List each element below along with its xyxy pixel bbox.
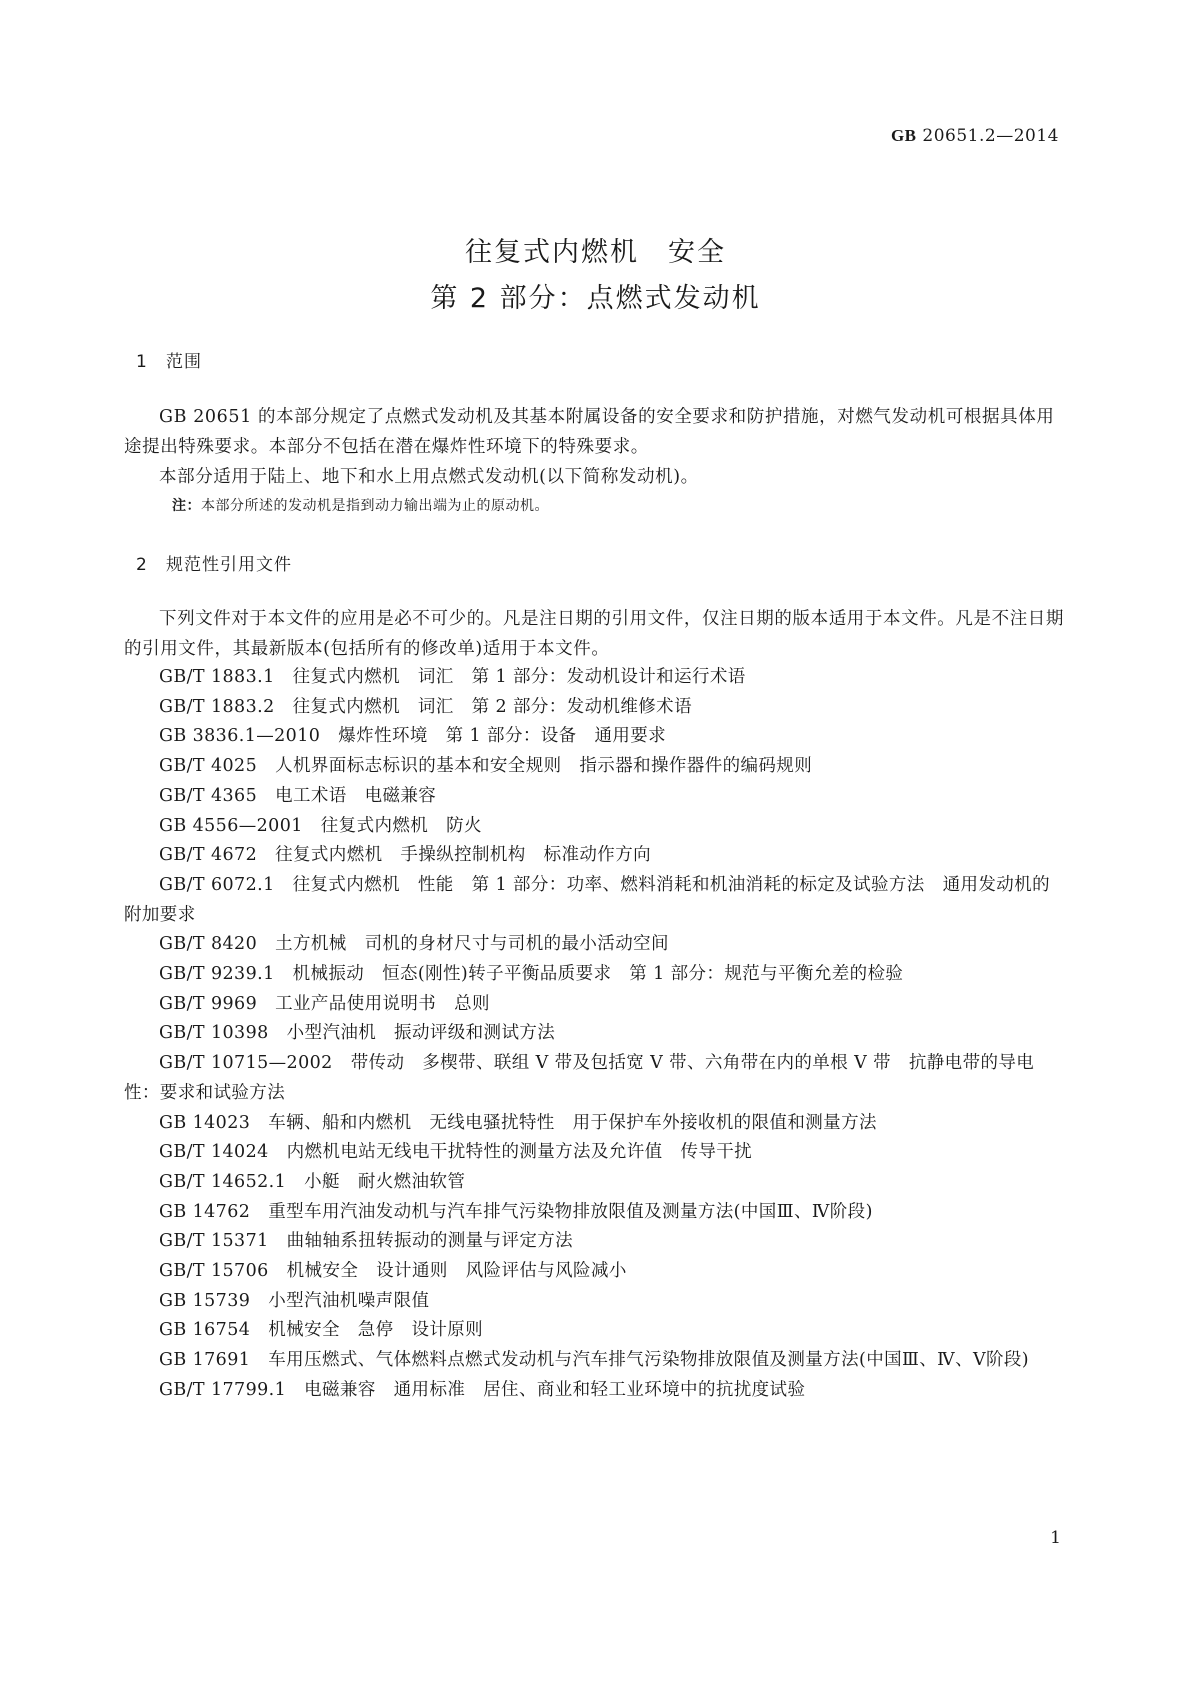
- reference-item: [124, 1376, 1064, 1406]
- reference-title: 小艇 耐火燃油软管: [304, 1171, 466, 1192]
- reference-title: 带传动 多楔带、联组 V 带及包括宽 V 带、六角带在内的单根 V 带 抗静电带的导电性：要求和试验方法: [124, 1053, 1035, 1103]
- reference-item: [124, 1257, 1064, 1287]
- reference-title: 往复式内燃机 性能 第 1 部分：功率、燃料消耗和机油消耗的标定及试验方法 通用发动机的附加要求: [124, 874, 1050, 925]
- reference-title: 往复式内燃机 词汇 第 1 部分：发动机设计和运行术语: [292, 667, 746, 687]
- reference-title: 爆炸性环境 第 1 部分：设备 通用要求: [338, 726, 667, 747]
- reference-title: 往复式内燃机 词汇 第 2 部分：发动机维修术语: [292, 696, 692, 717]
- reference-code: GB 16754: [159, 1320, 251, 1341]
- document-code: [891, 126, 1059, 146]
- reference-title: 机械安全 急停 设计原则: [268, 1320, 484, 1341]
- reference-title: 机械安全 设计通则 风险评估与风险减小: [286, 1261, 627, 1282]
- reference-item: [124, 990, 1064, 1020]
- reference-code: GB/T 15706: [159, 1261, 269, 1282]
- reference-code: GB 17691: [159, 1350, 251, 1371]
- reference-item: [124, 1287, 1064, 1317]
- section-number: 2: [136, 555, 148, 575]
- reference-title: 往复式内燃机 手操纵控制机构 标准动作方向: [275, 845, 652, 866]
- reference-title: 曲轴轴系扭转振动的测量与评定方法: [286, 1231, 574, 1252]
- title-line-1: 往复式内燃机 安全: [465, 237, 726, 268]
- reference-title: 人机界面标志标识的基本和安全规则 指示器和操作器件的编码规则: [275, 756, 813, 777]
- note-text: 本部分所述的发动机是指到动力输出端为止的原动机。: [201, 498, 549, 514]
- section-number: 1: [136, 352, 148, 372]
- note-label: 注：: [172, 498, 201, 514]
- reference-item: [124, 1109, 1064, 1139]
- reference-title: 车辆、船和内燃机 无线电骚扰特性 用于保护车外接收机的限值和测量方法: [268, 1112, 877, 1133]
- reference-code: GB/T 4365: [159, 785, 258, 806]
- reference-code: GB 14023: [159, 1112, 251, 1133]
- reference-item: [124, 752, 1064, 782]
- reference-code: GB/T 6072.1: [159, 874, 275, 895]
- reference-item: [124, 1168, 1064, 1198]
- reference-item: [124, 1019, 1064, 1049]
- reference-item: [124, 1049, 1064, 1108]
- standard-prefix: GB: [890, 126, 917, 145]
- reference-code: GB 3836.1—2010: [159, 726, 321, 747]
- reference-code: GB/T 15371: [159, 1231, 269, 1252]
- reference-code: GB/T 1883.2: [159, 696, 275, 717]
- reference-item: [124, 812, 1064, 842]
- reference-code: GB/T 14024: [159, 1142, 269, 1163]
- scope-paragraph-1: GB 20651 的本部分规定了点燃式发动机及其基本附属设备的安全要求和防护措施，对燃气发动机可根据具体用途提出特殊要求。本部分不包括在潜在爆炸性环境下的特殊要求。: [124, 407, 1055, 457]
- reference-item: [124, 1227, 1064, 1257]
- reference-title: 重型车用汽油发动机与汽车排气污染物排放限值及测量方法(中国Ⅲ、Ⅳ阶段): [268, 1201, 873, 1222]
- reference-title: 内燃机电站无线电干扰特性的测量方法及允许值 传导干扰: [286, 1142, 753, 1163]
- reference-item: [124, 1346, 1064, 1376]
- reference-item: [124, 1138, 1064, 1168]
- reference-item: [124, 841, 1064, 871]
- reference-title: 往复式内燃机 防火: [320, 815, 482, 836]
- reference-code: GB/T 9969: [159, 993, 258, 1014]
- reference-item: [124, 1198, 1064, 1228]
- reference-title: 工业产品使用说明书 总则: [275, 993, 490, 1014]
- reference-title: 土方机械 司机的身材尺寸与司机的最小活动空间: [275, 934, 669, 955]
- reference-title: 小型汽油机 振动评级和测试方法: [286, 1023, 556, 1044]
- reference-code: GB/T 4025: [159, 756, 258, 777]
- reference-code: GB/T 10715—2002: [159, 1053, 333, 1074]
- reference-list: [124, 663, 1064, 1406]
- reference-item: [124, 693, 1064, 723]
- scope-paragraph-2: 本部分适用于陆上、地下和水上用点燃式发动机(以下简称发动机)。: [159, 467, 699, 487]
- reference-item: [124, 930, 1064, 960]
- reference-item: [124, 722, 1064, 752]
- references-intro: 下列文件对于本文件的应用是必不可少的。凡是注日期的引用文件，仅注日期的版本适用于本文件。凡是不注日期的引用文件，其最新版本(包括所有的修改单)适用于本文件。: [124, 609, 1064, 659]
- reference-code: GB/T 8420: [159, 934, 258, 955]
- reference-code: GB/T 1883.1: [159, 667, 275, 687]
- reference-title: 小型汽油机噪声限值: [268, 1290, 430, 1311]
- reference-item: [124, 782, 1064, 812]
- reference-item: [124, 1316, 1064, 1346]
- reference-title: 车用压燃式、气体燃料点燃式发动机与汽车排气污染物排放限值及测量方法(中国Ⅲ、Ⅳ、Ⅴ阶段): [268, 1350, 1030, 1371]
- section-2-heading: [136, 550, 292, 575]
- reference-code: GB 15739: [159, 1290, 251, 1311]
- scope-note: [172, 495, 549, 515]
- reference-code: GB 14762: [159, 1201, 251, 1222]
- section-1-heading: [136, 347, 202, 372]
- reference-item: [124, 871, 1064, 930]
- reference-title: 电工术语 电磁兼容: [275, 785, 437, 806]
- reference-title: 电磁兼容 通用标准 居住、商业和轻工业环境中的抗扰度试验: [304, 1379, 806, 1400]
- reference-code: GB/T 4672: [159, 845, 258, 866]
- page-number: 1: [1050, 1528, 1061, 1548]
- reference-code: GB/T 9239.1: [159, 964, 275, 985]
- reference-item: [124, 663, 1064, 693]
- reference-code: GB/T 10398: [159, 1023, 269, 1044]
- section-title: 规范性引用文件: [166, 555, 292, 575]
- section-title: 范围: [166, 352, 202, 372]
- reference-item: [124, 960, 1064, 990]
- reference-code: GB/T 17799.1: [159, 1379, 287, 1400]
- reference-title: 机械振动 恒态(刚性)转子平衡品质要求 第 1 部分：规范与平衡允差的检验: [292, 964, 904, 985]
- reference-code: GB 4556—2001: [159, 815, 303, 836]
- title-line-2: 第 2 部分：点燃式发动机: [430, 283, 761, 314]
- reference-code: GB/T 14652.1: [159, 1171, 287, 1192]
- standard-number: 20651.2—2014: [922, 126, 1059, 146]
